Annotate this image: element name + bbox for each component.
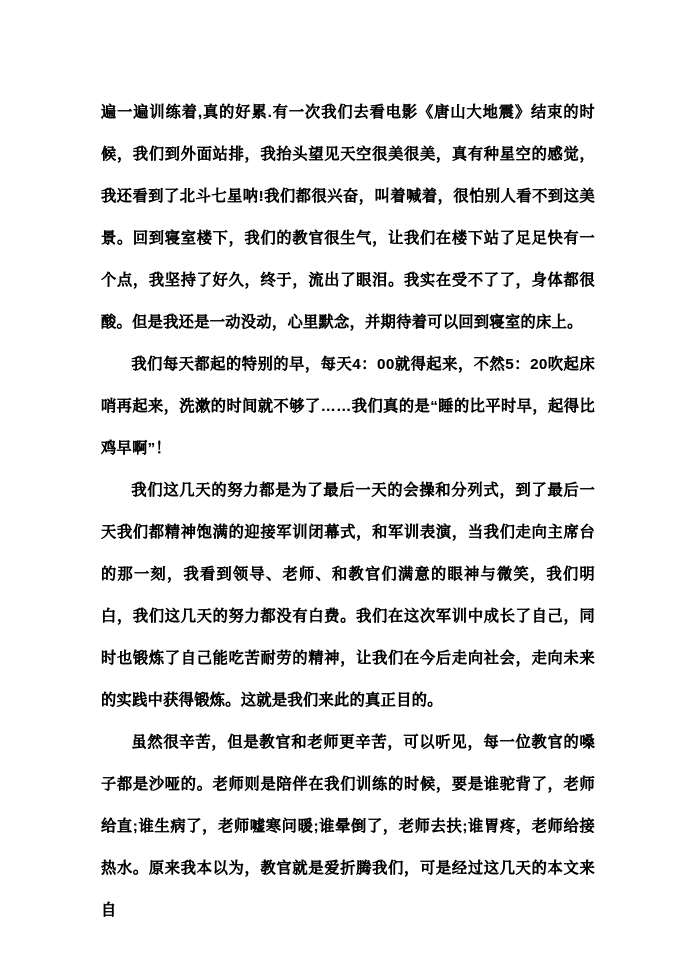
paragraph-1: 遍一遍训练着,真的好累.有一次我们去看电影《唐山大地震》结束的时候，我们到外面站排，我抬头望见天空很美很美，真有种星空的感觉，我还看到了北斗七星呐!我们都很兴奋，叫着喊着，很怕别人看不到这美景。回到寝室楼下，我们的教官很生气，让我们在楼下站了足足快有一个点，我坚持了好久，终于，流出了眼泪。我实在受不了了，身体都很酸。但是我还是一动没动，心里默念，并期待着可以回到寝室的床上。	[101, 104, 595, 331]
paragraph-3: 我们这几天的努力都是为了最后一天的会操和分列式，到了最后一天我们都精神饱满的迎接军训闭幕式，和军训表演，当我们走向主席台的那一刻，我看到领导、老师、和教官们满意的眼神与微笑，我们明白，我们这几天的努力都没有白费。我们在这次军训中成长了自己，同时也锻炼了自己能吃苦耐劳的精神，让我们在今后走向社会，走向未来的实践中获得锻炼。这就是我们来此的真正目的。	[101, 482, 595, 709]
document-text-body	[101, 92, 595, 932]
paragraph-4: 虽然很辛苦，但是教官和老师更辛苦，可以听见，每一位教官的嗓子都是沙哑的。老师则是陪伴在我们训练的时候，要是谁驼背了，老师给直;谁生病了，老师嘘寒问暖;谁晕倒了，老师去扶;谁胃疼，老师给接热水。原来我本以为，教官就是爱折腾我们，可是经过这几天的本文来自	[101, 734, 595, 919]
paragraph-2: 我们每天都起的特别的早，每天4：00就得起来，不然5：20吹起床哨再起来，洗漱的时间就不够了……我们真的是“睡的比平时早，起得比鸡早啊”！	[101, 356, 595, 457]
